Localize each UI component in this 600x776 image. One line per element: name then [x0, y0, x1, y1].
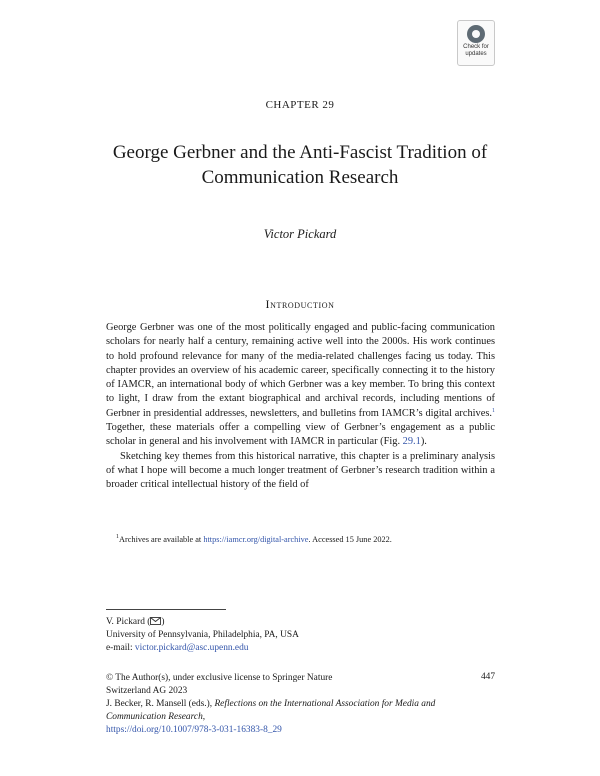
paragraph: Sketching key themes from this historical narrative, this chapter is a preliminary analysis of what I hope will become a much longer treatment of Gerbner’s research tradition within a broader critical intellectual history of the field of: [106, 450, 495, 491]
envelope-icon[interactable]: [150, 617, 161, 625]
footnote-marker: 1: [116, 534, 119, 540]
author-affiliation: [106, 616, 486, 655]
book-title-end: ,: [202, 712, 206, 722]
section-heading: Introduction: [265, 297, 335, 311]
paragraph-text: George Gerbner was one of the most politically engaged and public-facing communication scholars for nearly half a century, remaining active well into the 2000s. His work continues to hold profound relevance for many of the media-related challenges facing us today. This chapter provides an overview of his academic career, specifically connecting it to the history of IAMCR, an international body of which Gerbner was a key member. To bring this context to light, I draw from the extant biographical and archival records, including mentions of Gerbner in presidential addresses, newsletters, and bulletins from IAMCR’s digital archives.: [106, 322, 495, 419]
copyright-line: © The Author(s), under exclusive license to Springer Nature: [106, 673, 333, 683]
paragraph-text: ).: [420, 436, 427, 448]
footnote-text: Archives are available at: [119, 535, 204, 544]
archive-url-link[interactable]: https://iamcr.org/digital-archive: [203, 535, 309, 544]
paragraph-text: Together, these materials offer a compelling view of Gerbner’s engagement as a public scholar in general and his involvement with IAMCR in particular (Fig.: [106, 422, 495, 448]
email-label: e-mail:: [106, 643, 135, 653]
footnote-ref[interactable]: 1: [492, 407, 495, 414]
author-name: Victor Pickard: [263, 227, 337, 241]
page-number: 447: [480, 672, 495, 682]
chapter-title: George Gerbner and the Anti-Fascist Tradition of Communication Research: [112, 142, 488, 188]
affiliation-name: V. Pickard (: [106, 617, 151, 627]
body-text: [106, 321, 495, 493]
footnote-text: . Accessed 15 June 2022.: [308, 535, 392, 544]
copyright-block: [106, 672, 436, 737]
badge-label-line2: updates: [465, 51, 487, 57]
book-title: Reflections on the International Association for Media and Communication Research: [106, 699, 436, 722]
update-check-icon: [467, 25, 485, 43]
copyright-line: Switzerland AG 2023: [106, 686, 188, 696]
check-for-updates-badge[interactable]: [457, 20, 495, 66]
figure-ref-link[interactable]: 29.1: [402, 436, 421, 448]
paragraph: [106, 321, 495, 450]
doi-link[interactable]: https://doi.org/10.1007/978-3-031-16383-8_29: [106, 725, 282, 735]
footnote: [116, 534, 496, 545]
book-editors: J. Becker, R. Mansell (eds.),: [106, 699, 215, 709]
affiliation-name-close: ): [161, 617, 165, 627]
badge-label-line1: Check for: [463, 44, 489, 50]
email-link[interactable]: victor.pickard@asc.upenn.edu: [134, 643, 249, 653]
chapter-label: CHAPTER 29: [265, 99, 335, 111]
footnote-divider: [106, 609, 226, 610]
institution: University of Pennsylvania, Philadelphia, PA, USA: [106, 630, 299, 640]
